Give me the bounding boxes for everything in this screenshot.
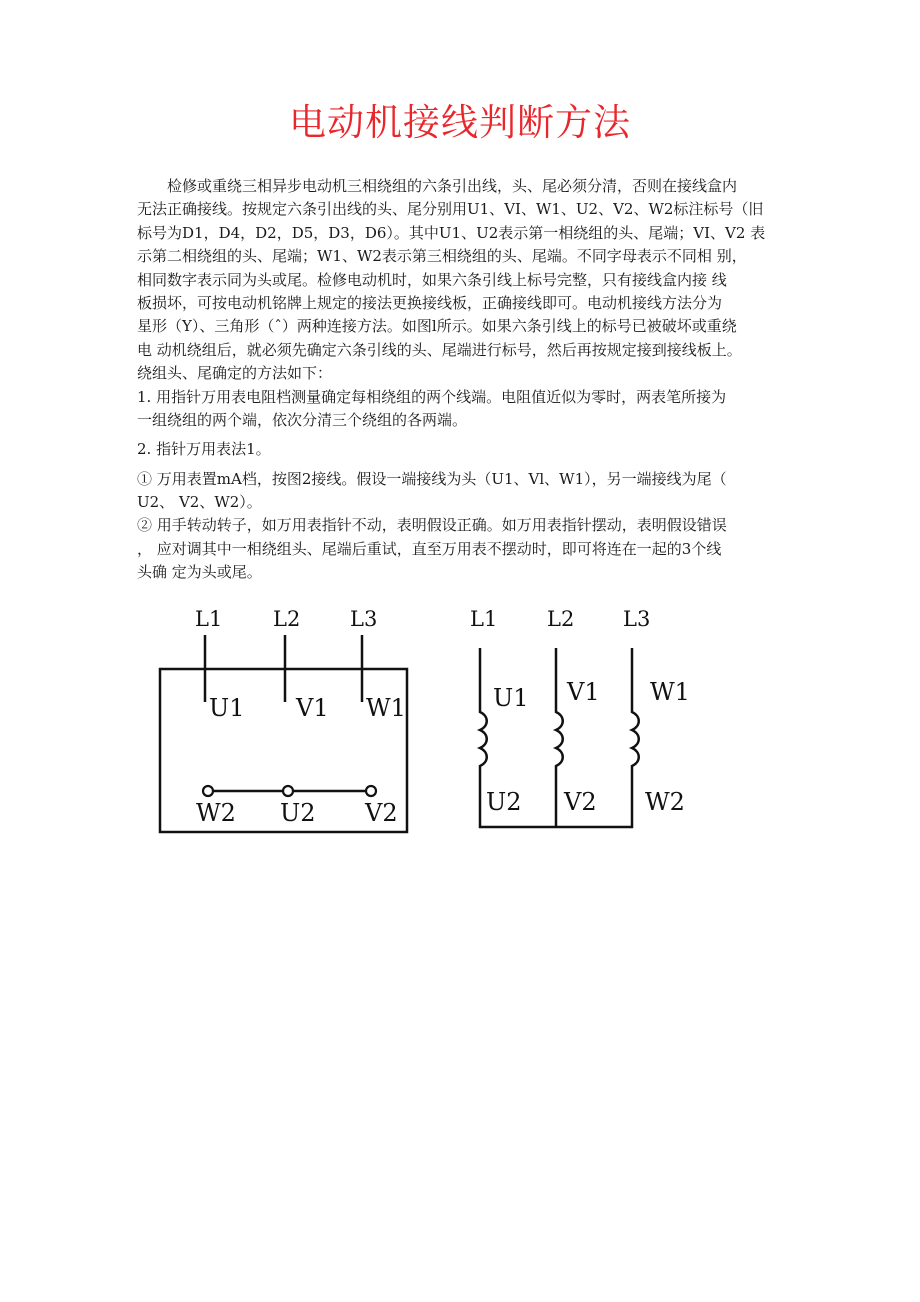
line-label-l2: L2 [273,607,301,631]
coil-label-v1: V1 [567,678,600,706]
coil-label-u2: U2 [486,788,522,816]
text-line: 一组绕组的两个端，依次分清三个绕组的各两端。 [137,410,468,429]
text-line: 头确 定为头或尾。 [137,563,262,582]
text-line: U2、 V2、W2）。 [137,493,262,512]
star-winding-v [556,648,563,827]
text-line: 绕组头、尾确定的方法如下： [137,364,333,383]
tail-label-u2: U2 [280,799,316,827]
intro-paragraph [137,175,797,386]
text-line: 1. 用指针万用表电阻档测量确定每相绕组的两个线端。电阻值近似为零时，两表笔所接为 [137,387,727,406]
head-label-u1: U1 [209,694,245,722]
star-connection-diagram [470,607,690,827]
text-line: 检修或重绕三相异步电动机三相绕组的六条引出线，头、尾必须分清，否则在接线盒内 [137,177,738,195]
wiring-diagram [150,600,710,845]
coil-label-w2: W2 [645,788,685,816]
terminal-v2 [366,786,376,796]
text-line: 示第二相绕组的头、尾端；W1、W2表示第三相绕组的头、尾端。不同字母表示不同相 别， [137,247,747,266]
line-label-l3: L3 [350,607,378,631]
line-label-l3: L3 [623,607,651,631]
sub-step-1 [137,468,797,515]
page-title: 电动机接线判断方法 [289,101,631,144]
coil-label-u1: U1 [493,684,529,712]
line-label-l2: L2 [547,607,575,631]
text-line: 电 动机绕组后，就必须先确定六条引线的头、尾端进行标号，然后再按规定接到接线板上。 [137,340,742,359]
head-label-v1: V1 [296,694,329,722]
step-1 [137,386,797,433]
body-text [137,175,797,585]
terminal-u2 [283,786,293,796]
terminal-w2 [203,786,213,796]
coil-label-v2: V2 [564,788,597,816]
step-2 [137,438,797,461]
line-label-l1: L1 [470,607,498,631]
text-line: 星形（Y）、三角形（ˆ）两种连接方法。如图l所示。如果六条引线上的标号已被破坏或重绕 [137,317,737,336]
tail-label-w2: W2 [196,799,236,827]
text-line: 相同数字表示同为头或尾。检修电动机时，如果六条引线上标号完整，只有接线盒内接 线 [137,270,727,289]
text-line: 2. 指针万用表法1。 [137,440,271,459]
head-label-w1: W1 [366,694,406,722]
line-label-l1: L1 [195,607,223,631]
sub-step-2 [137,514,797,584]
text-line: ， 应对调其中一相绕组头、尾端后重试，直至万用表不摆动时，即可将连在一起的3个线 [137,539,722,558]
delta-connection-diagram [160,607,407,832]
tail-label-v2: V2 [365,799,398,827]
text-line: ② 用手转动转子，如万用表指针不动，表明假设正确。如万用表指针摆动，表明假设错误 [137,516,727,535]
text-line: 板损坏，可按电动机铭牌上规定的接法更换接线板，正确接线即可。电动机接线方法分为 [137,293,723,312]
coil-label-w1: W1 [650,678,690,706]
text-line: 无法正确接线。按规定六条引出线的头、尾分别用U1、VI、W1、U2、V2、W2标注标号（旧 [137,200,764,219]
text-line: ① 万用表置mA档，按图2接线。假设一端接线为头（U1、Vl、W1），另一端接线为尾（ [137,469,727,488]
text-line: 标号为D1，D4，D2，D5，D3，D6）。其中U1、U2表示第一相绕组的头、尾端；VI、V2 表 [137,223,766,242]
